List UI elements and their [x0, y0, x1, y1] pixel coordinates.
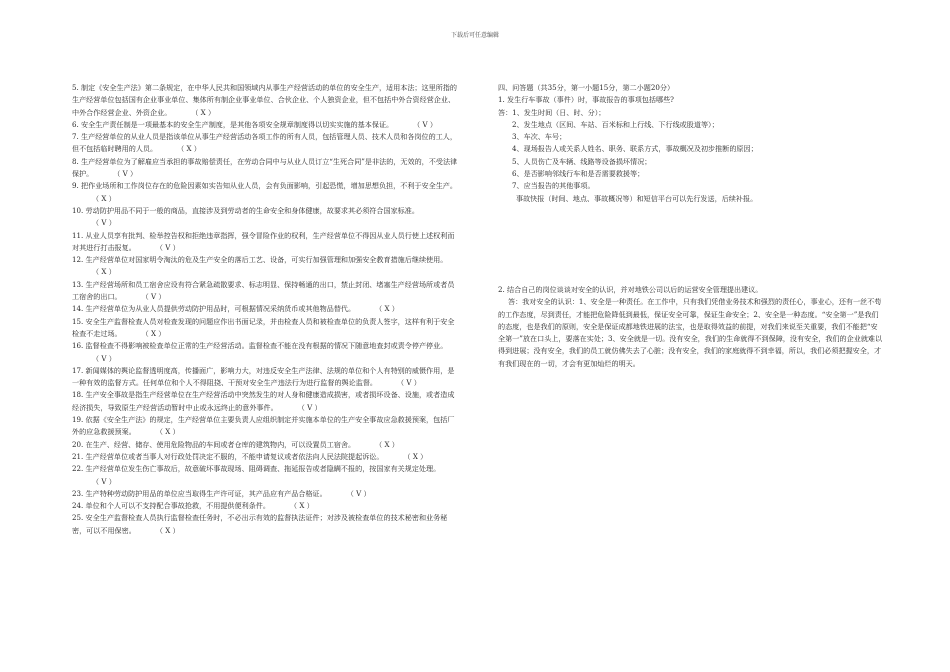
answer-mark: （ X ） [375, 439, 399, 449]
answer-mark: （ V ） [113, 169, 138, 179]
question-item [72, 451, 460, 463]
question-text: 23. 生产特种劳动防护用品的单位应当取得生产许可证，其产品应有产品合格证。 [72, 488, 327, 498]
essay-section [498, 82, 883, 370]
answer-mark: （ V ） [346, 488, 371, 498]
question-text: 17. 新闻媒体的舆论监督透明度高，传播面广，影响力大，对违反安全生产法律、法规的单位和个人有特别的威慑作用，是一种有效的监督方式。任何单位和个人不得阻挠、干预对安全生产违法行为进行监督的舆论监督。 [72, 365, 455, 388]
answer-mark: （ V ） [413, 119, 437, 129]
answer-mark: （ X ） [289, 501, 314, 511]
question-text: 21. 生产经营单位或者当事人对行政处罚决定不服的，不能申请复议或者依法向人民法院提起诉讼。 [72, 451, 384, 461]
question-text: 9. 把作业场所和工作岗位存在的危险因素如实告知从业人员，会有负面影响，引起恐慌，增加思想负担，不利于安全生产。 [72, 181, 457, 191]
question-text: 16. 监督检查不得影响被检查单位正常的生产经营活动。监督检查不能在没有根据的情况下随意地查封或责令停产停业。 [72, 341, 448, 351]
answer-1-note: 事故快报（时间、地点、事故概况等）和短信平台可以先行发送，后续补报。 [516, 193, 758, 203]
answer-point: 7、应当报告的其他事项。 [512, 181, 595, 191]
question-2: 2. 结合自己的岗位谈谈对安全的认识，并对地铁公司以后的运营安全管理提出建议。 [498, 284, 763, 294]
question-1: 1. 发生行车事故（事件）时，事故报告的事项包括哪些? [498, 95, 674, 105]
question-text: 5. 制定《安全生产法》第二条规定，在中华人民共和国领域内从事生产经营活动的单位的安全生产，适用本法；这里所指的生产经营单位包括国有企业事业单位、集体所有制企业事业单位、合伙企业、个人独资企业，但不包括中外合资经营企业、中外合作经营企业、外资企业。 [72, 83, 457, 117]
answer-2: 答：我对安全的认识：1、安全是一种责任。在工作中，只有我们凭借业务技术和强烈的责任心，事业心，还有一丝不苟的工作态度，尽到责任，才能把危险降低到最低，保证安全可靠，保证生命安全；2、安全是一种态度。“安全第一”是我们的态度，也是我们的原则，安全是保证成都地铁进展的法宝，也是取得效益的前提，对我们来说至关重要，我们不能把“安全第一”放在口头上，要落在实处；3、安全就是一切。没有安全，我们的生命就得不到保障，没有安全，我们的企业就难以得到进展；没有安全，我们的员工就仿佛失去了心脏；没有安全，我们的家庭就得不到幸福，所以，我们必须把握安全，才有我们现在的一切，才会有更加灿烂的明天。 [498, 297, 883, 368]
section-title: 四、问答题（共35分，第一小题15分，第二小题20分） [498, 83, 675, 92]
answer-mark: （ V ） [155, 242, 180, 252]
question-item [72, 131, 460, 156]
question-item [72, 439, 460, 451]
answer-point: 6、是否影响邻线行车和是否需要救援等； [512, 169, 645, 179]
question-item [72, 119, 460, 131]
question-text: 24. 单位和个人可以不支持配合事故抢救，不用提供便利条件。 [72, 501, 270, 511]
page-header: 下载后可任意编辑 [450, 32, 499, 39]
answer-1-points [498, 119, 883, 193]
question-text: 10. 劳动防护用品不同于一般的商品，直接涉及到劳动者的生命安全和身体健康，故要求其必须符合国家标准。 [72, 205, 419, 215]
question-item [72, 365, 460, 390]
question-text: 14. 生产经营单位为从业人员提供劳动防护用品时，可根据情况采纳货币或其他物品替代。 [72, 304, 356, 314]
question-item [72, 279, 460, 304]
question-item [72, 156, 460, 181]
question-item [72, 389, 460, 414]
answer-mark: （ V ） [141, 292, 166, 302]
answer-mark: （ X ） [375, 304, 399, 314]
question-text: 7. 生产经营单位的从业人员是指该单位从事生产经营活动各项工作的所有人员，包括管理人员、技术人员和各岗位的工人，但不包括临时聘用的人员。 [72, 132, 457, 154]
answer-mark: （ X ） [403, 451, 428, 461]
question-text: 6. 安全生产责任制是一项最基本的安全生产制度，是其他各项安全规章制度得以切实实施的基本保证。 [72, 119, 394, 129]
question-item [72, 463, 460, 488]
answer-mark: （ X ） [155, 525, 180, 535]
question-item [72, 512, 460, 537]
answer-1-lead: 答：1、发生时间（日、时、分）； [498, 107, 606, 117]
answer-mark: （ V ） [92, 353, 116, 363]
question-item [72, 316, 460, 341]
question-text: 18. 生产安全事故是指生产经营单位在生产经营活动中突然发生的对人身和健康造成损害，或者损坏设备、设施，或者造成经济损失，导致原生产经营活动暂时中止或永远终止的意外事件。 [72, 390, 455, 412]
question-item [72, 500, 460, 512]
question-item [72, 180, 460, 205]
answer-mark: （ V ） [92, 476, 116, 486]
answer-mark: （ V ） [297, 402, 322, 412]
answer-mark: （ X ） [92, 267, 116, 277]
question-item [72, 230, 460, 255]
question-item [72, 488, 460, 500]
question-item [72, 340, 460, 365]
question-text: 12. 生产经营单位对国家明令淘汰的危及生产安全的落后工艺、设备，可实行加强管理和加强安全教育措施后继续使用。 [72, 255, 448, 265]
question-item [72, 205, 460, 230]
question-item [72, 303, 460, 315]
true-false-questions [72, 82, 460, 537]
question-text: 19. 依据《安全生产法》的规定，生产经营单位主要负责人应组织制定并实施本单位的生产安全事故应急救援预案，包括厂外的应急救援预案。 [72, 415, 455, 437]
answer-mark: （ V ） [397, 378, 421, 388]
question-text: 8. 生产经营单位为了解雇应当承担的事故赔偿责任，在劳动合同中与从业人员订立“生死合同”是非法的，无效的，不受法律保护。 [72, 156, 458, 179]
question-text: 25. 安全生产监督检查人员执行监督检查任务时，不必出示有效的监督执法证件；对涉及被检查单位的技术秘密和业务秘密，可以不用保密。 [72, 513, 448, 535]
answer-point: 5、人员伤亡及车辆、线路等设备损坏情况； [512, 156, 652, 166]
question-text: 20. 在生产、经营、储存、使用危险物品的车间或者仓库的建筑物内，可以设置员工宿舍。 [72, 439, 356, 449]
answer-point: 3、车次、车号； [512, 132, 567, 142]
question-item [72, 82, 460, 119]
answer-mark: （ X ） [92, 193, 116, 203]
answer-point: 2、发生地点（区间、车站、百米标和上行线、下行线或股道等）； [512, 119, 719, 129]
answer-mark: （ V ） [92, 218, 116, 228]
answer-mark: （ X ） [191, 107, 216, 117]
answer-mark: （ X ） [155, 427, 180, 437]
question-text: 11. 从业人员享有批判、检举控告权和拒绝违章指挥，强令冒险作业的权利，生产经营单位不得因从业人员行使上述权利而对其进行打击报复。 [72, 230, 455, 252]
answer-mark: （ X ） [141, 328, 166, 338]
question-text: 22. 生产经营单位发生伤亡事故后，故意破坏事故现场、阻碍调查、拖延报告或者隐瞒不报的，按国家有关规定处理。 [72, 464, 441, 474]
answer-mark: （ X ） [177, 144, 201, 154]
question-text: 15. 安全生产监督检查人员对检查发现的问题应作出书面记录，并由检查人员和被检查单位的负责人签字，这样有利于安全检查不走过场。 [72, 316, 455, 338]
question-text: 13. 生产经营场所和员工宿舍应设有符合紧急疏散要求、标志明显、保持畅通的出口，禁止封闭、堵塞生产经营场所或者员工宿舍的出口。 [72, 279, 455, 302]
answer-point: 4、现场报告人或关系人姓名、职务、联系方式，事故概况及初步推断的原因； [512, 144, 758, 154]
question-item [72, 414, 460, 439]
question-item [72, 254, 460, 279]
